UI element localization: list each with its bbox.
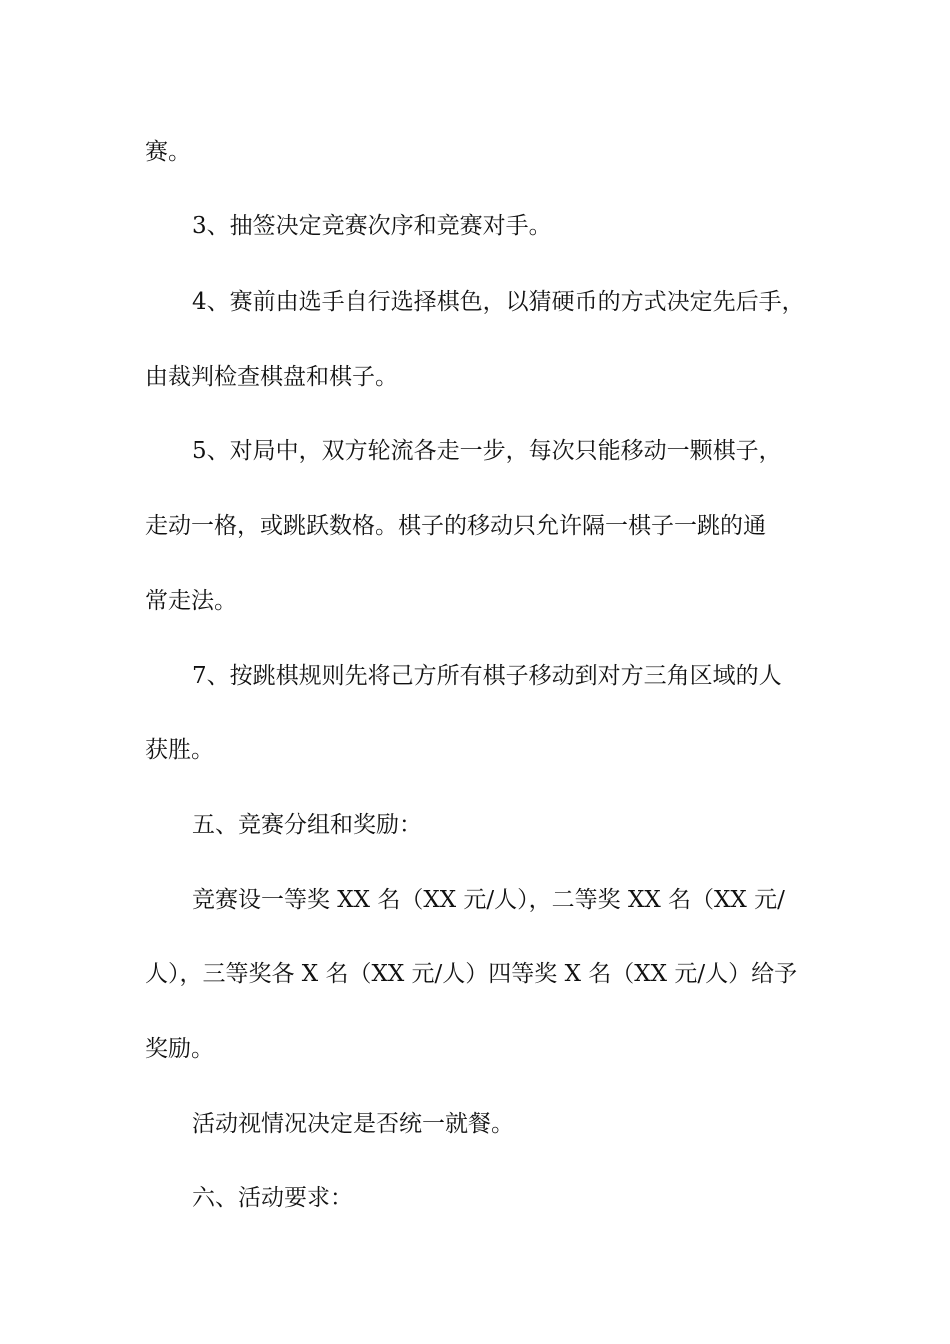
text-line: 常走法。 [145, 588, 237, 614]
text-line: 5、对局中，双方轮流各走一步，每次只能移动一颗棋子， [192, 438, 782, 464]
text-line: 奖励。 [145, 1036, 214, 1062]
text-line: 7、按跳棋规则先将己方所有棋子移动到对方三角区域的人 [192, 663, 782, 689]
text-line: 获胜。 [145, 737, 214, 763]
text-line: 3、抽签决定竞赛次序和竞赛对手。 [192, 213, 552, 239]
text-line: 活动视情况决定是否统一就餐。 [192, 1111, 514, 1137]
text-line: 人），三等奖各 X 名（XX 元/人）四等奖 X 名（XX 元/人）给予 [145, 961, 798, 987]
text-line: 由裁判检查棋盘和棋子。 [145, 364, 398, 390]
text-line: 走动一格，或跳跃数格。棋子的移动只允许隔一棋子一跳的通 [145, 513, 766, 539]
text-line: 4、赛前由选手自行选择棋色，以猜硬币的方式决定先后手， [192, 289, 805, 315]
section-heading: 六、活动要求： [192, 1185, 353, 1211]
text-line: 赛。 [145, 139, 191, 165]
text-line: 竞赛设一等奖 XX 名（XX 元/人），二等奖 XX 名（XX 元/ [192, 887, 785, 913]
section-heading: 五、竞赛分组和奖励： [192, 812, 422, 838]
